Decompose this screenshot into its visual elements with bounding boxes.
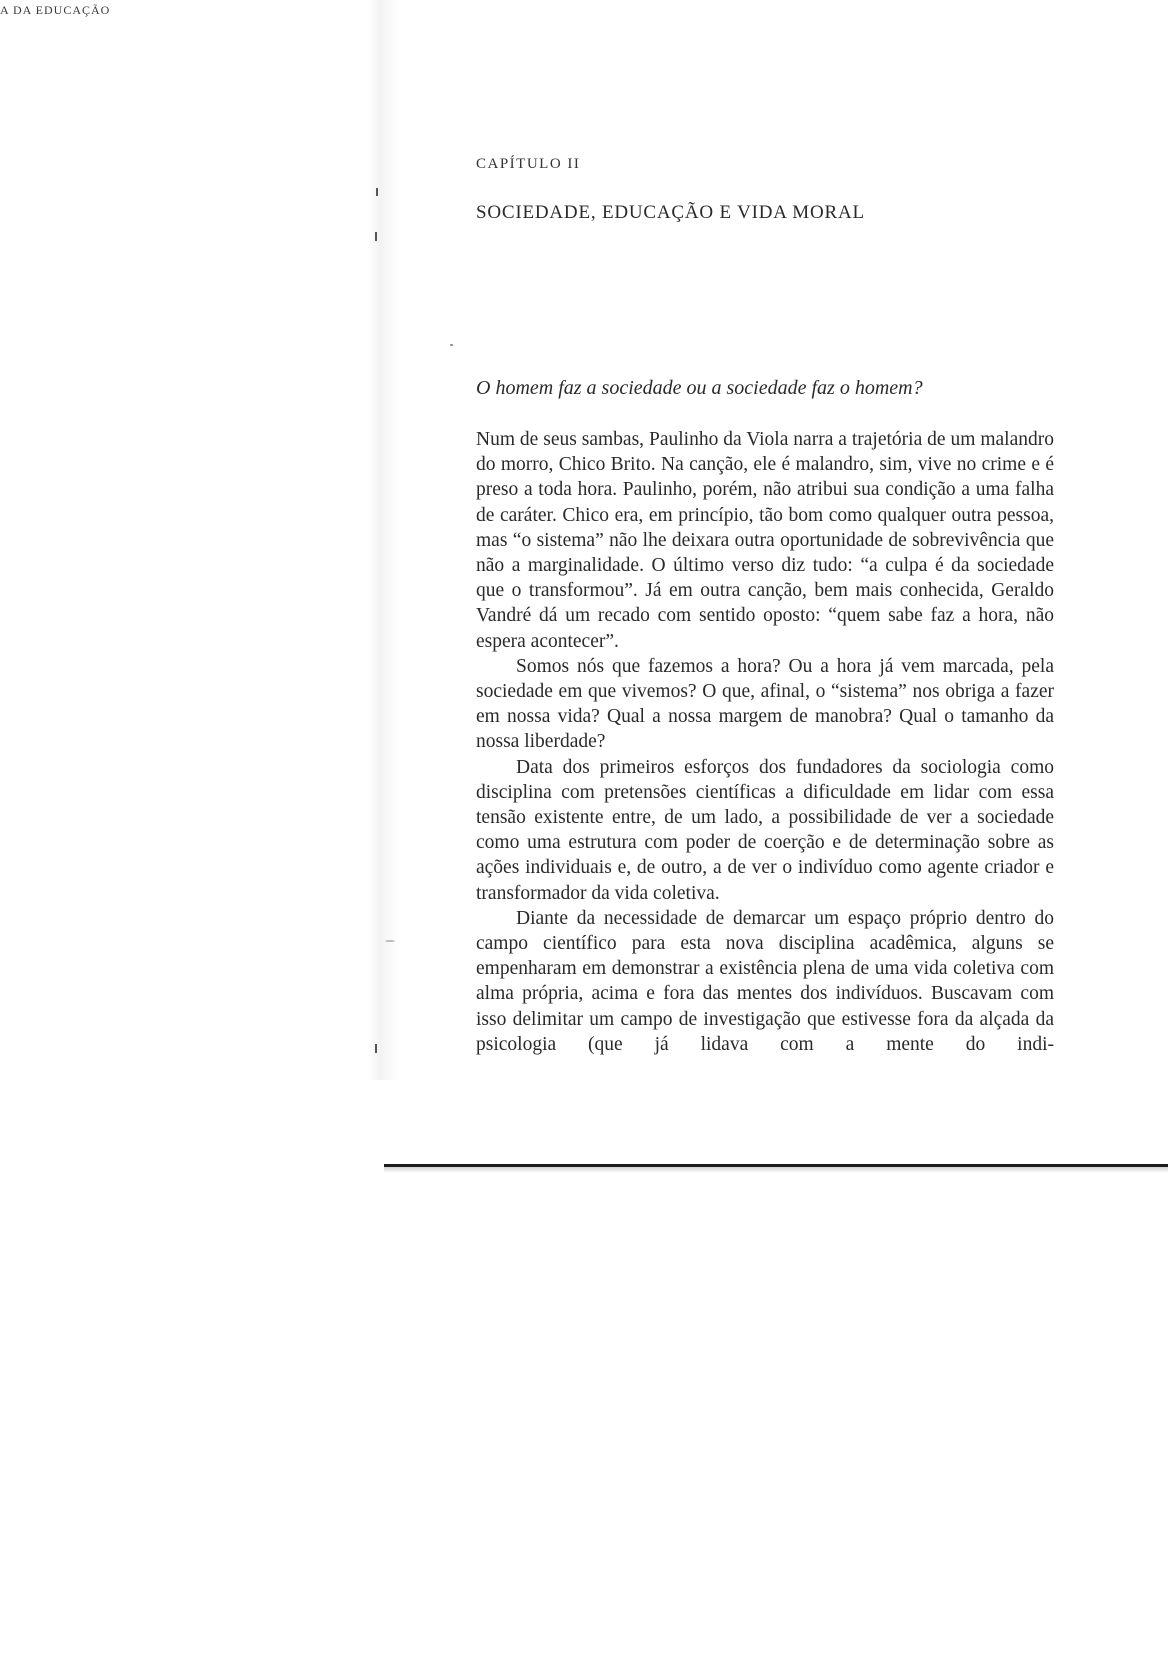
gutter-mark	[376, 188, 378, 196]
page-edge-shadow	[384, 1167, 1168, 1173]
scan-speck	[385, 940, 395, 942]
scan-speck	[450, 344, 453, 346]
paragraph: Somos nós que fazemos a hora? Ou a hora já vem marcada, pela sociedade em que vivemos? O que, afinal, o “sistema” nos obriga a fazer em nossa vida? Qual a nossa margem de manobra? Qual o tamanho da nossa liberdade?	[476, 655, 1054, 753]
gutter-mark	[375, 232, 377, 241]
paragraph: Data dos primeiros esforços dos fundadores da sociologia como disciplina com pretensões científicas a dificuldade em lidar com essa tensão existente entre, de um lado, a possibilidade de ver a sociedade como uma estrutura com poder de coerção e de determinação sobre as ações individuais e, de outro, a de ver o indivíduo como agente criador e transformador da vida coletiva.	[476, 756, 1054, 904]
chapter-label: CAPÍTULO II	[476, 156, 581, 172]
section-heading: O homem faz a sociedade ou a sociedade faz o homem?	[476, 377, 923, 399]
paragraph: Num de seus sambas, Paulinho da Viola narra a trajetória de um malandro do morro, Chico Brito. Na canção, ele é malandro, sim, vive no crime e é preso a toda hora. Paulinho, porém, não atribui sua condição a uma falha de caráter. Chico era, em princípio, tão bom como qualquer outra pessoa, mas “o sistema” não lhe deixara outra oportunidade de sobrevivência que não a marginalidade. O último verso diz tudo: “a culpa é da sociedade que o transformou”. Já em outra canção, bem mais conhecida, Geraldo Vandré dá um recado com sentido oposto: “quem sabe faz a hora, não espera acontecer”.	[476, 429, 1054, 652]
book-gutter-shadow	[368, 0, 398, 1080]
chapter-title: SOCIEDADE, EDUCAÇÃO E VIDA MORAL	[476, 202, 865, 223]
gutter-mark	[375, 1044, 377, 1053]
running-header: A DA EDUCAÇÃO	[0, 3, 111, 17]
body-text	[476, 427, 1054, 1057]
paragraph: Diante da necessidade de demarcar um espaço próprio dentro do campo científico para esta nova disciplina acadêmica, alguns se empenharam em demonstrar a existência plena de uma vida coletiva com alma própria, acima e fora das mentes dos indivíduos. Buscavam com isso delimitar um campo de investigação que estivesse fora da alçada da psicologia (que já lidava com a mente do indi-	[476, 907, 1054, 1055]
